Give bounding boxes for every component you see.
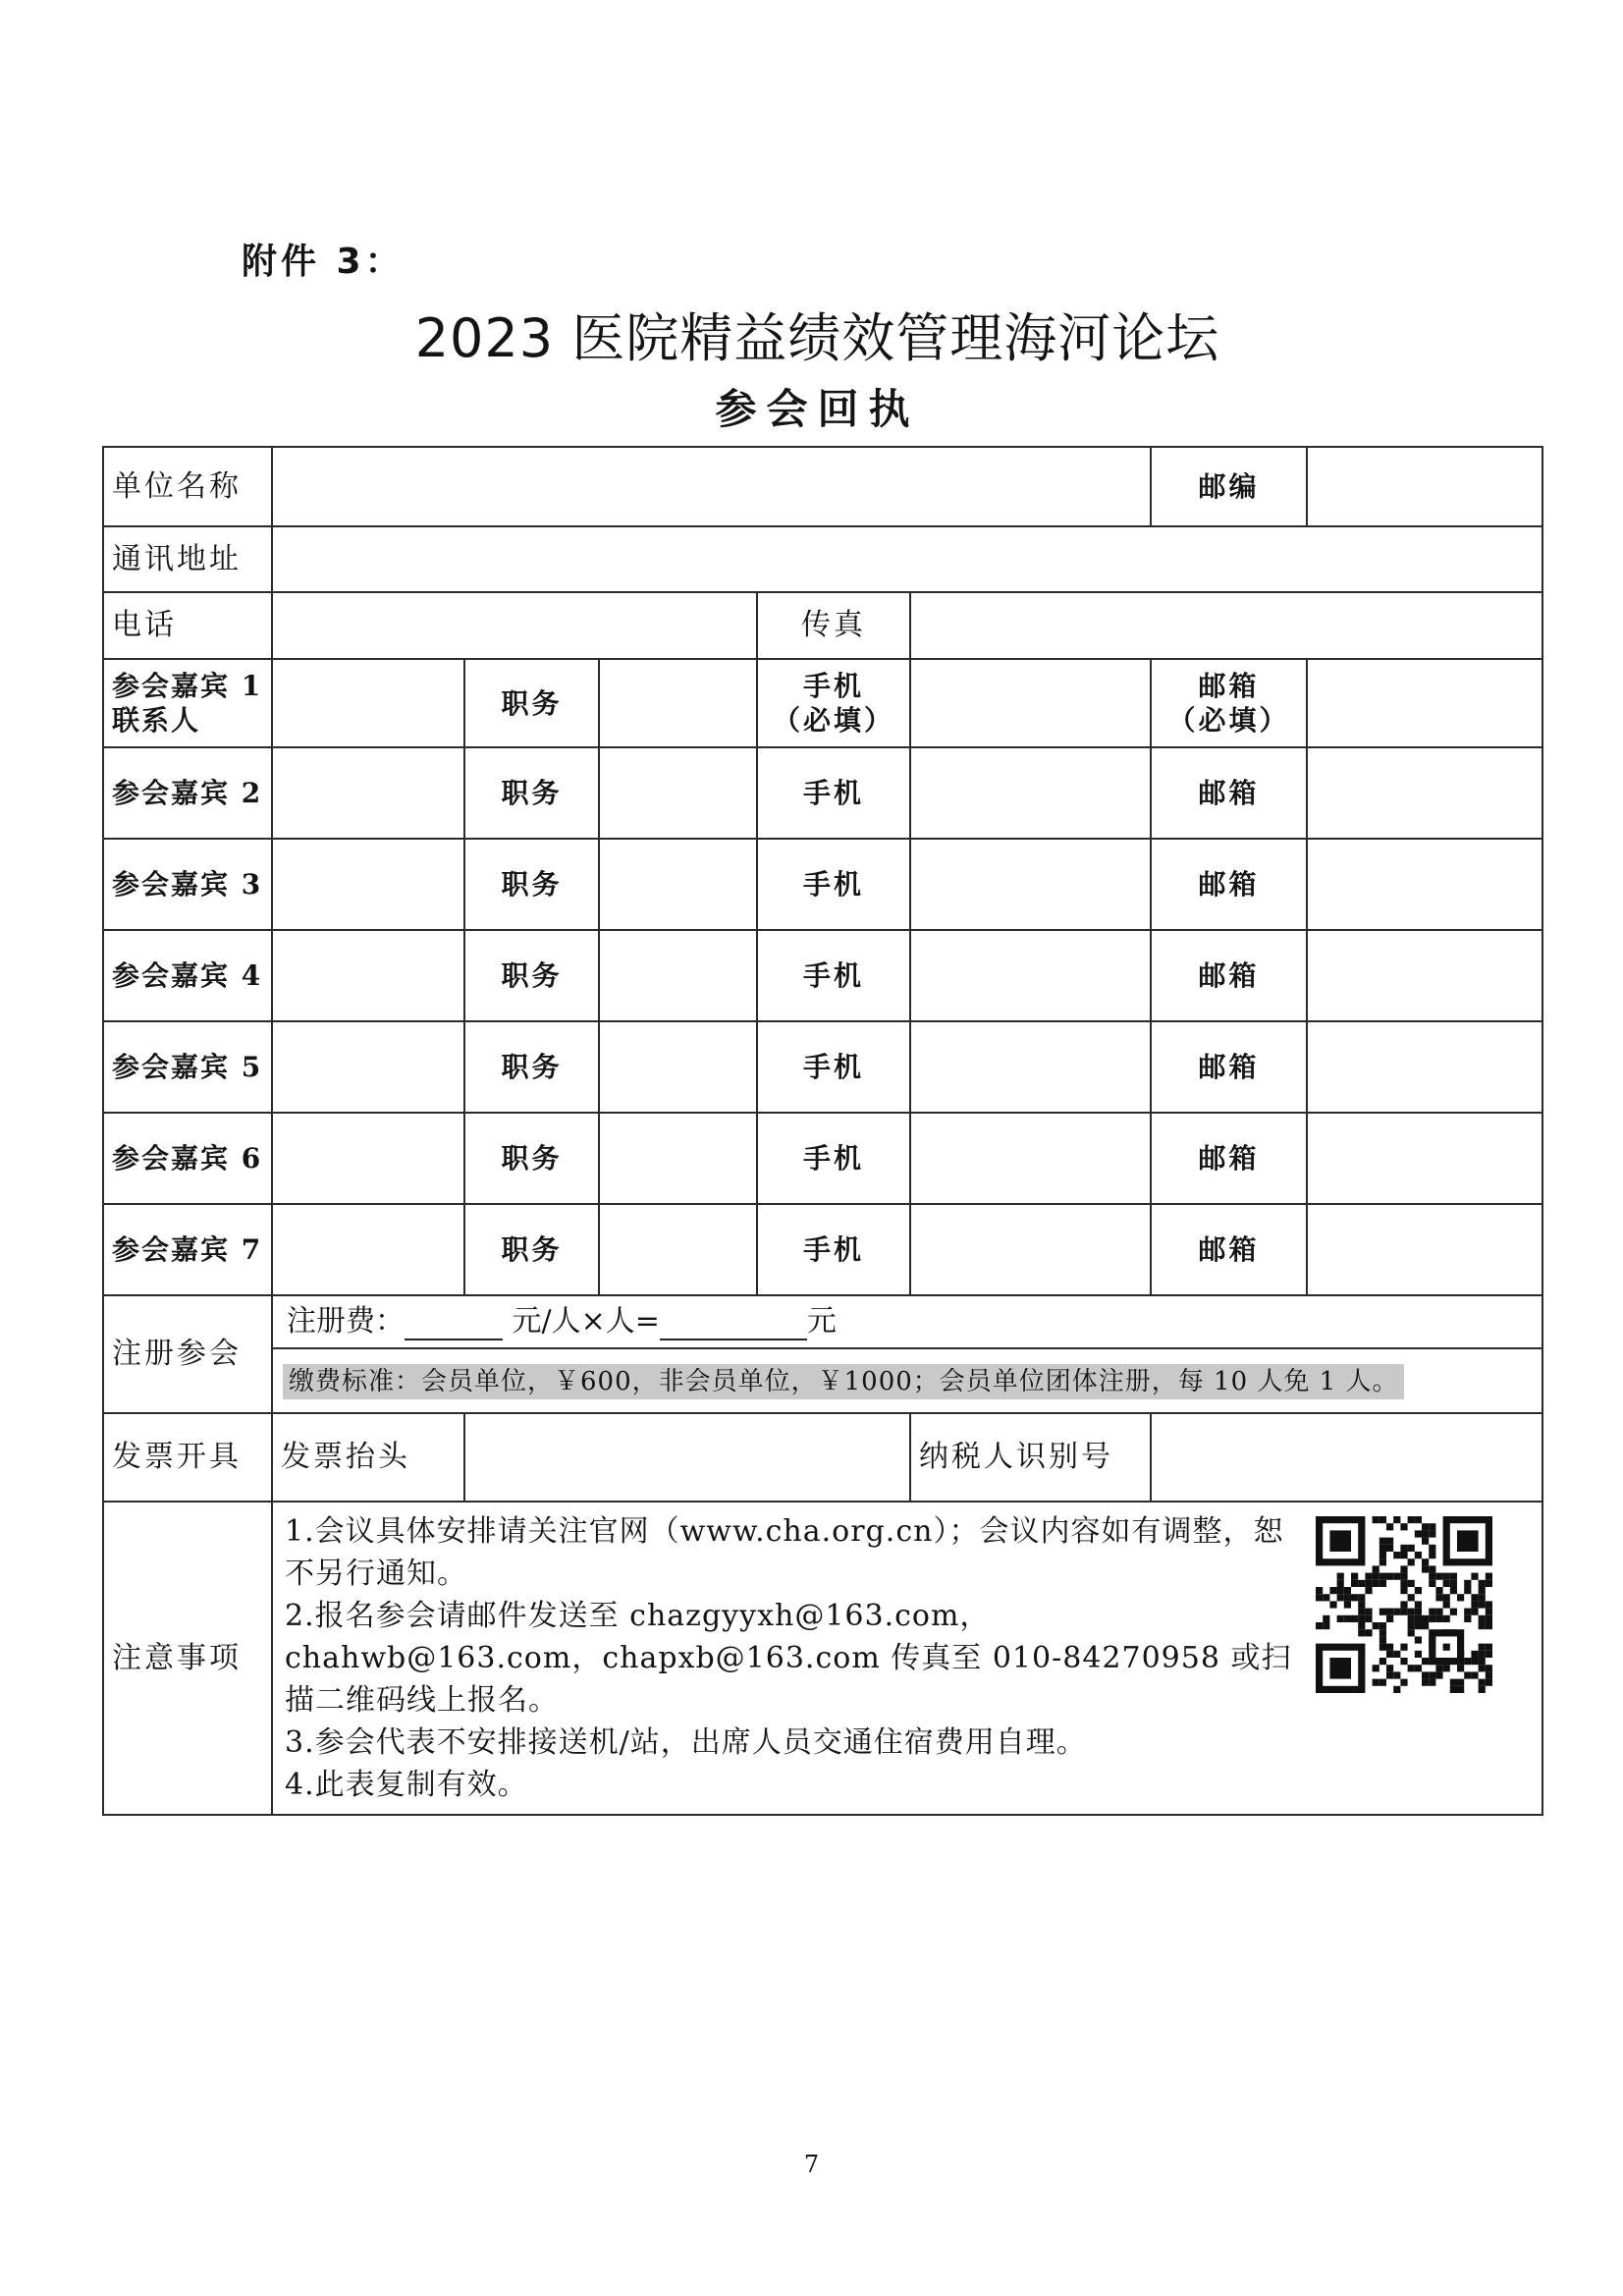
guest-4-email-label: 邮箱	[1151, 930, 1307, 1021]
guest-row-7	[103, 1204, 1542, 1295]
guest-2-mobile-field[interactable]	[910, 747, 1151, 839]
org-name-field[interactable]	[272, 447, 1151, 526]
guest-1-label	[103, 659, 272, 747]
guest-3-mobile-field[interactable]	[910, 839, 1151, 930]
guest-7-email-field[interactable]	[1307, 1204, 1542, 1295]
guest-1-email-label	[1151, 659, 1307, 747]
guest-2-email-label: 邮箱	[1151, 747, 1307, 839]
guest-2-label: 参会嘉宾 2	[103, 747, 272, 839]
guest-2-position-label: 职务	[464, 747, 599, 839]
taxpayer-id-field[interactable]	[1151, 1413, 1542, 1502]
guest-7-position-label: 职务	[464, 1204, 599, 1295]
note-item: 3.参会代表不安排接送机/站，出席人员交通住宿费用自理。	[285, 1725, 1087, 1760]
postcode-label: 邮编	[1151, 447, 1307, 526]
guest-3-email-field[interactable]	[1307, 839, 1542, 930]
guest-2-email-field[interactable]	[1307, 747, 1542, 839]
guest-4-position-field[interactable]	[599, 930, 757, 1021]
guest-2-mobile-label: 手机	[757, 747, 910, 839]
guest-3-position-label: 职务	[464, 839, 599, 930]
guest-5-email-field[interactable]	[1307, 1021, 1542, 1113]
page-number: 7	[803, 2151, 820, 2178]
guest-row-5	[103, 1021, 1542, 1113]
guest-1-position-label: 职务	[464, 659, 599, 747]
guest-7-mobile-label: 手机	[757, 1204, 910, 1295]
guest-6-position-label: 职务	[464, 1113, 599, 1204]
postcode-field[interactable]	[1307, 447, 1542, 526]
fee-standard-note: 缴费标准：会员单位，￥600，非会员单位，￥1000；会员单位团体注册，每 10 人免 1 人。	[283, 1364, 1404, 1400]
guest-3-mobile-label: 手机	[757, 839, 910, 930]
guest-3-position-field[interactable]	[599, 839, 757, 930]
fax-field[interactable]	[910, 592, 1542, 659]
guest-4-name-field[interactable]	[272, 930, 464, 1021]
guest-6-mobile-label: 手机	[757, 1113, 910, 1204]
notes-label: 注意事项	[103, 1502, 272, 1815]
guest-5-name-field[interactable]	[272, 1021, 464, 1113]
guest-5-mobile-field[interactable]	[910, 1021, 1151, 1113]
guest-4-position-label: 职务	[464, 930, 599, 1021]
guest-row-3	[103, 839, 1542, 930]
note-item: 1.会议具体安排请关注官网（www.cha.org.cn）；会议内容如有调整，恕不另行通知。	[285, 1514, 1284, 1591]
guest-6-email-field[interactable]	[1307, 1113, 1542, 1204]
fee-per-person-blank[interactable]	[405, 1311, 503, 1340]
guest-6-position-field[interactable]	[599, 1113, 757, 1204]
guest-1-position-field[interactable]	[599, 659, 757, 747]
registration-fee-line	[272, 1295, 1542, 1348]
guest-1-name-field[interactable]	[272, 659, 464, 747]
guest-3-label: 参会嘉宾 3	[103, 839, 272, 930]
invoice-row	[103, 1413, 1542, 1502]
note-item: 2.报名参会请邮件发送至 chazgyyxh@163.com，chahwb@163.com，chapxb@163.com 传真至 010-84270958 或扫描二维码线上报名。	[285, 1599, 1292, 1718]
notes-row	[103, 1502, 1542, 1815]
attachment-label: 附件 3：	[242, 242, 405, 282]
phone-label: 电话	[103, 592, 272, 659]
guest-7-name-field[interactable]	[272, 1204, 464, 1295]
document-subtitle: 参会回执	[715, 385, 920, 433]
document-title: 2023 医院精益绩效管理海河论坛	[414, 307, 1220, 369]
guest-6-label: 参会嘉宾 6	[103, 1113, 272, 1204]
guest-7-mobile-field[interactable]	[910, 1204, 1151, 1295]
guest-1-mobile-text: 手机	[802, 670, 864, 702]
guest-6-name-field[interactable]	[272, 1113, 464, 1204]
guest-3-name-field[interactable]	[272, 839, 464, 930]
phone-field[interactable]	[272, 592, 757, 659]
org-row	[103, 447, 1542, 526]
registration-note-row	[103, 1348, 1542, 1413]
fee-middle: 元/人×人=	[503, 1304, 660, 1339]
guest-1-mobile-field[interactable]	[910, 659, 1151, 747]
guest-4-label: 参会嘉宾 4	[103, 930, 272, 1021]
guest-1-email-text: 邮箱	[1198, 670, 1260, 702]
registration-fee-row	[103, 1295, 1542, 1348]
org-name-label: 单位名称	[103, 447, 272, 526]
guest-1-mobile-required: （必填）	[772, 704, 894, 737]
guest-4-mobile-field[interactable]	[910, 930, 1151, 1021]
guest-5-label: 参会嘉宾 5	[103, 1021, 272, 1113]
guest-6-mobile-field[interactable]	[910, 1113, 1151, 1204]
guest-row-1	[103, 659, 1542, 747]
qr-code-icon[interactable]	[1316, 1516, 1492, 1693]
guest-row-2	[103, 747, 1542, 839]
guest-3-email-label: 邮箱	[1151, 839, 1307, 930]
guest-4-mobile-label: 手机	[757, 930, 910, 1021]
fax-label: 传真	[757, 592, 910, 659]
address-label: 通讯地址	[103, 526, 272, 592]
address-field[interactable]	[272, 526, 1542, 592]
guest-5-email-label: 邮箱	[1151, 1021, 1307, 1113]
phone-row	[103, 592, 1542, 659]
guest-1-label-line2: 联系人	[112, 704, 201, 737]
note-item: 4.此表复制有效。	[285, 1768, 528, 1802]
guest-1-email-required: （必填）	[1167, 704, 1290, 737]
guest-5-position-label: 职务	[464, 1021, 599, 1113]
taxpayer-id-label: 纳税人识别号	[910, 1413, 1151, 1502]
address-row	[103, 526, 1542, 592]
guest-1-label-line1: 参会嘉宾 1	[112, 670, 263, 702]
registration-form	[102, 446, 1543, 1816]
guest-6-email-label: 邮箱	[1151, 1113, 1307, 1204]
fee-suffix: 元	[806, 1304, 837, 1339]
invoice-label: 发票开具	[103, 1413, 272, 1502]
guest-7-position-field[interactable]	[599, 1204, 757, 1295]
guest-1-email-field[interactable]	[1307, 659, 1542, 747]
guest-5-position-field[interactable]	[599, 1021, 757, 1113]
fee-prefix: 注册费：	[287, 1304, 405, 1339]
fee-total-blank[interactable]	[660, 1311, 807, 1340]
guest-row-6	[103, 1113, 1542, 1204]
guest-7-email-label: 邮箱	[1151, 1204, 1307, 1295]
guest-2-name-field[interactable]	[272, 747, 464, 839]
guest-row-4	[103, 930, 1542, 1021]
guest-7-label: 参会嘉宾 7	[103, 1204, 272, 1295]
invoice-title-label: 发票抬头	[272, 1413, 464, 1502]
guest-2-position-field[interactable]	[599, 747, 757, 839]
invoice-title-field[interactable]	[464, 1413, 910, 1502]
guest-4-email-field[interactable]	[1307, 930, 1542, 1021]
guest-5-mobile-label: 手机	[757, 1021, 910, 1113]
registration-label: 注册参会	[103, 1295, 272, 1413]
guest-1-mobile-label	[757, 659, 910, 747]
notes-cell	[272, 1502, 1542, 1815]
fee-note-cell	[272, 1348, 1542, 1413]
